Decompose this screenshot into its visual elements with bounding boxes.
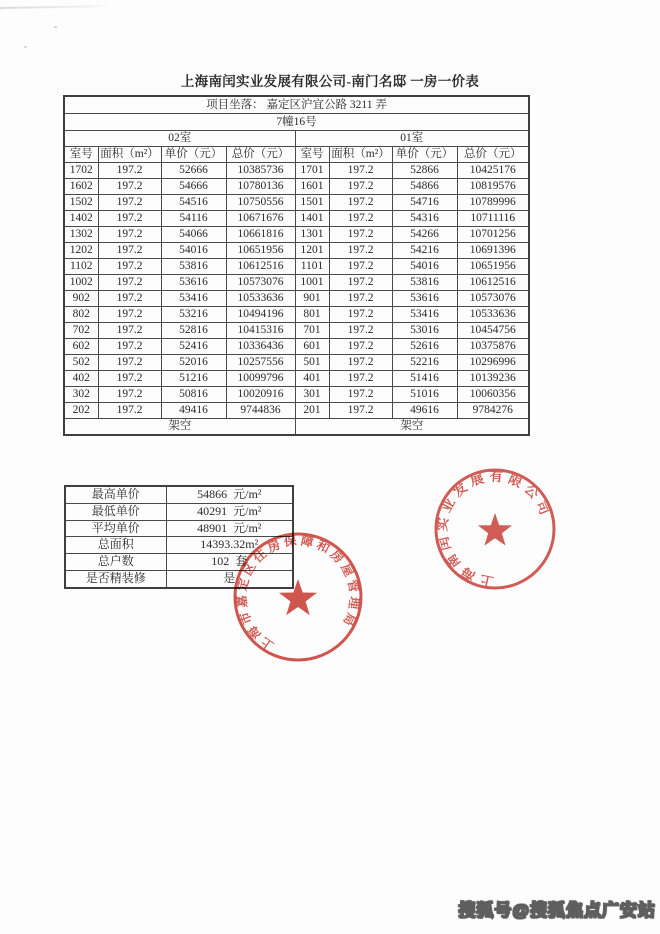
price-row — [64, 403, 529, 419]
price-cell: 197.2 — [98, 291, 161, 307]
price-row — [64, 243, 529, 259]
summary-value: 102 套 — [166, 554, 293, 571]
summary-label: 总户数 — [65, 554, 166, 571]
price-cell: 197.2 — [98, 307, 161, 323]
price-cell: 1001 — [295, 275, 329, 291]
summary-value: 48901 元/m² — [166, 520, 293, 537]
price-cell: 10060356 — [457, 387, 529, 403]
summary-row — [65, 486, 293, 503]
building-label: 7幢16号 — [64, 114, 529, 131]
price-row — [64, 307, 529, 323]
ground-floor-right: 架空 — [295, 419, 529, 436]
price-cell: 10139236 — [457, 371, 529, 387]
price-cell: 402 — [64, 371, 98, 387]
price-cell: 197.2 — [329, 403, 392, 419]
summary-label: 总面积 — [65, 537, 166, 554]
price-cell: 10691396 — [457, 243, 529, 259]
price-cell: 10257556 — [226, 355, 295, 371]
price-cell: 52616 — [392, 339, 457, 355]
price-cell: 1302 — [64, 227, 98, 243]
price-cell: 10385736 — [226, 163, 295, 179]
price-cell: 1602 — [64, 179, 98, 195]
price-cell: 10375876 — [457, 339, 529, 355]
watermark: 搜狐号@搜狐焦点广安站 — [458, 901, 656, 920]
column-header-row — [64, 147, 529, 163]
price-cell: 52666 — [161, 163, 226, 179]
price-cell: 197.2 — [98, 323, 161, 339]
government-seal-stamp — [218, 517, 378, 677]
price-cell: 702 — [64, 323, 98, 339]
star-icon — [478, 513, 512, 546]
price-cell: 201 — [295, 403, 329, 419]
price-cell: 9784276 — [457, 403, 529, 419]
company-seal-stamp — [420, 454, 570, 604]
summary-value: 是 — [166, 570, 293, 587]
price-cell: 53816 — [161, 259, 226, 275]
price-cell: 197.2 — [329, 195, 392, 211]
price-cell: 302 — [64, 387, 98, 403]
price-cell: 601 — [295, 339, 329, 355]
price-cell: 1701 — [295, 163, 329, 179]
price-cell: 10612516 — [457, 275, 529, 291]
price-cell: 801 — [295, 307, 329, 323]
price-cell: 197.2 — [329, 355, 392, 371]
scan-artifact-speck — [54, 26, 57, 28]
summary-value: 40291 元/m² — [166, 503, 293, 520]
price-row — [64, 323, 529, 339]
column-header: 单价（元） — [161, 147, 226, 163]
price-cell: 502 — [64, 355, 98, 371]
price-cell: 10296996 — [457, 355, 529, 371]
price-cell: 51216 — [161, 371, 226, 387]
price-rows — [64, 163, 529, 419]
price-cell: 197.2 — [329, 211, 392, 227]
price-cell: 197.2 — [98, 163, 161, 179]
price-cell: 197.2 — [98, 275, 161, 291]
price-cell: 50816 — [161, 387, 226, 403]
unit-section-right: 01室 — [295, 131, 529, 147]
price-cell: 53016 — [392, 323, 457, 339]
price-cell: 51016 — [392, 387, 457, 403]
summary-label: 最高单价 — [65, 486, 166, 503]
price-cell: 1101 — [295, 259, 329, 275]
scan-artifact-speck — [24, 46, 27, 48]
summary-value: 54866 元/m² — [166, 486, 293, 503]
price-row — [64, 339, 529, 355]
column-header: 总价（元） — [457, 147, 529, 163]
ground-floor-left: 架空 — [64, 419, 295, 436]
summary-value: 14393.32m² — [166, 537, 293, 554]
price-row — [64, 227, 529, 243]
price-cell: 9744836 — [226, 403, 295, 419]
summary-label: 是否精装修 — [65, 570, 166, 587]
column-header: 室号 — [295, 147, 329, 163]
project-location-row — [64, 96, 529, 114]
price-cell: 54216 — [392, 243, 457, 259]
price-cell: 53616 — [392, 291, 457, 307]
price-cell: 197.2 — [98, 259, 161, 275]
price-cell: 197.2 — [329, 307, 392, 323]
price-cell: 802 — [64, 307, 98, 323]
price-cell: 10789996 — [457, 195, 529, 211]
price-cell: 197.2 — [329, 275, 392, 291]
price-cell: 1102 — [64, 259, 98, 275]
price-cell: 53816 — [392, 275, 457, 291]
price-cell: 401 — [295, 371, 329, 387]
price-cell: 52816 — [161, 323, 226, 339]
star-icon — [279, 579, 317, 615]
price-cell: 52866 — [392, 163, 457, 179]
price-cell: 10533636 — [457, 307, 529, 323]
price-cell: 53416 — [161, 291, 226, 307]
price-cell: 10711116 — [457, 211, 529, 227]
price-cell: 10494196 — [226, 307, 295, 323]
price-cell: 10099796 — [226, 371, 295, 387]
price-cell: 49416 — [161, 403, 226, 419]
summary-label: 最低单价 — [65, 503, 166, 520]
price-cell: 197.2 — [98, 387, 161, 403]
column-header: 面积（m²） — [98, 147, 161, 163]
price-cell: 53216 — [161, 307, 226, 323]
price-cell: 10651956 — [226, 243, 295, 259]
price-cell: 54866 — [392, 179, 457, 195]
price-cell: 197.2 — [98, 243, 161, 259]
price-cell: 10020916 — [226, 387, 295, 403]
price-cell: 10651956 — [457, 259, 529, 275]
price-cell: 197.2 — [98, 371, 161, 387]
price-row — [64, 195, 529, 211]
government-seal-text: 上海市嘉定区住房保障和房屋管理局 — [234, 533, 362, 654]
price-row — [64, 211, 529, 227]
price-cell: 197.2 — [329, 387, 392, 403]
price-cell: 10573076 — [226, 275, 295, 291]
ground-floor-row — [64, 419, 529, 436]
price-table — [63, 95, 530, 436]
price-row — [64, 179, 529, 195]
project-location: 项目坐落： 嘉定区沪宜公路 3211 弄 — [64, 96, 529, 114]
price-cell: 10701256 — [457, 227, 529, 243]
price-cell: 53616 — [161, 275, 226, 291]
price-cell: 197.2 — [329, 227, 392, 243]
price-cell: 197.2 — [329, 163, 392, 179]
price-cell: 1601 — [295, 179, 329, 195]
price-cell: 197.2 — [98, 227, 161, 243]
document-title: 上海南闰实业发展有限公司-南门名邸 一房一价表 — [180, 74, 480, 89]
price-row — [64, 259, 529, 275]
price-cell: 197.2 — [98, 211, 161, 227]
price-cell: 902 — [64, 291, 98, 307]
price-cell: 501 — [295, 355, 329, 371]
price-row — [64, 387, 529, 403]
scan-artifact-line — [0, 5, 112, 9]
price-cell: 54316 — [392, 211, 457, 227]
price-cell: 10612516 — [226, 259, 295, 275]
price-cell: 10425176 — [457, 163, 529, 179]
price-row — [64, 275, 529, 291]
price-cell: 10533636 — [226, 291, 295, 307]
price-cell: 197.2 — [329, 291, 392, 307]
price-cell: 197.2 — [329, 339, 392, 355]
column-header: 面积（m²） — [329, 147, 392, 163]
price-cell: 197.2 — [329, 179, 392, 195]
price-cell: 10780136 — [226, 179, 295, 195]
summary-label: 平均单价 — [65, 520, 166, 537]
price-cell: 49616 — [392, 403, 457, 419]
price-cell: 1402 — [64, 211, 98, 227]
price-cell: 197.2 — [329, 243, 392, 259]
price-cell: 10750556 — [226, 195, 295, 211]
price-cell: 1002 — [64, 275, 98, 291]
price-cell: 197.2 — [329, 259, 392, 275]
price-cell: 1401 — [295, 211, 329, 227]
price-cell: 54516 — [161, 195, 226, 211]
price-cell: 1702 — [64, 163, 98, 179]
price-cell: 10819576 — [457, 179, 529, 195]
price-cell: 10454756 — [457, 323, 529, 339]
column-header: 总价（元） — [226, 147, 295, 163]
column-header: 单价（元） — [392, 147, 457, 163]
price-cell: 54066 — [161, 227, 226, 243]
price-cell: 54016 — [392, 259, 457, 275]
building-row — [64, 114, 529, 131]
price-cell: 52016 — [161, 355, 226, 371]
price-row — [64, 371, 529, 387]
price-cell: 701 — [295, 323, 329, 339]
price-cell: 602 — [64, 339, 98, 355]
unit-section-row — [64, 131, 529, 147]
price-cell: 1201 — [295, 243, 329, 259]
price-cell: 52416 — [161, 339, 226, 355]
price-cell: 54116 — [161, 211, 226, 227]
price-cell: 54016 — [161, 243, 226, 259]
price-cell: 202 — [64, 403, 98, 419]
company-seal-text: 上海南闰实业发展有限公司 — [434, 468, 555, 590]
price-cell: 901 — [295, 291, 329, 307]
price-cell: 10573076 — [457, 291, 529, 307]
price-cell: 1301 — [295, 227, 329, 243]
price-cell: 197.2 — [98, 403, 161, 419]
price-cell: 197.2 — [98, 339, 161, 355]
price-cell: 1202 — [64, 243, 98, 259]
price-cell: 197.2 — [329, 371, 392, 387]
price-cell: 10336436 — [226, 339, 295, 355]
price-cell: 52216 — [392, 355, 457, 371]
price-cell: 10415316 — [226, 323, 295, 339]
price-cell: 51416 — [392, 371, 457, 387]
price-cell: 197.2 — [329, 323, 392, 339]
price-cell: 54266 — [392, 227, 457, 243]
price-cell: 1501 — [295, 195, 329, 211]
price-row — [64, 355, 529, 371]
column-header: 室号 — [64, 147, 98, 163]
unit-section-left: 02室 — [64, 131, 295, 147]
price-cell: 1502 — [64, 195, 98, 211]
price-row — [64, 291, 529, 307]
price-cell: 54716 — [392, 195, 457, 211]
price-cell: 197.2 — [98, 195, 161, 211]
price-row — [64, 163, 529, 179]
price-cell: 301 — [295, 387, 329, 403]
price-cell: 197.2 — [98, 355, 161, 371]
price-cell: 10671676 — [226, 211, 295, 227]
price-cell: 53416 — [392, 307, 457, 323]
price-cell: 54666 — [161, 179, 226, 195]
price-cell: 197.2 — [98, 179, 161, 195]
price-cell: 10661816 — [226, 227, 295, 243]
